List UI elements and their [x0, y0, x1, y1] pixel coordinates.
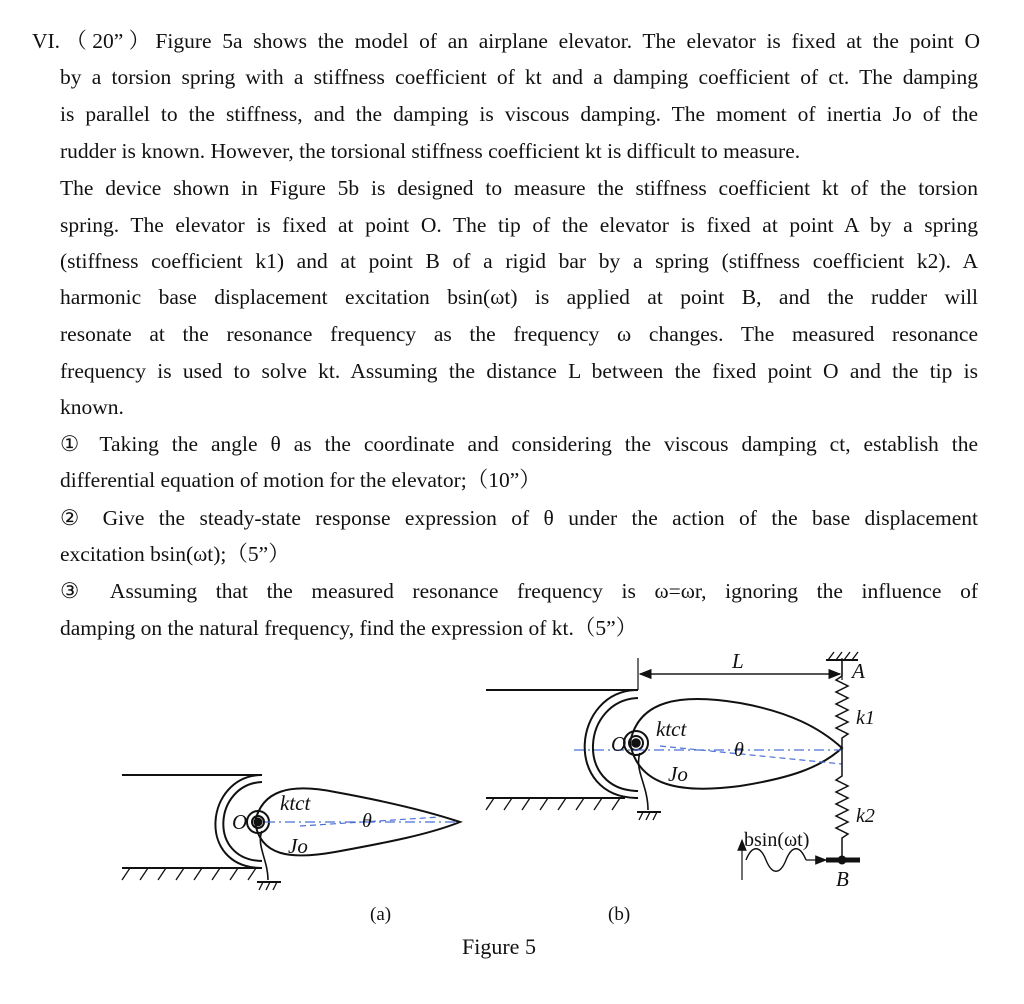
label-A: A: [852, 659, 865, 683]
label-k1: k1: [856, 707, 875, 729]
label-Jo-b: Jo: [668, 762, 688, 786]
problem-line: (stiffness coefficient k1) and at point B of a rigid bar by a spring (stiffness coefficient k2). A: [60, 249, 978, 273]
problem-line: The device shown in Figure 5b is designed to measure the stiffness coefficient kt of the torsion: [60, 176, 978, 200]
question-3-cont: damping on the natural frequency, find the expression of kt.（5”）: [60, 616, 638, 640]
spring-k2: [836, 760, 848, 858]
question-1: ① Taking the angle θ as the coordinate and considering the viscous damping ct, establish the: [60, 432, 978, 456]
problem-line: known.: [60, 395, 124, 419]
problem-line: rudder is known. However, the torsional stiffness coefficient kt is difficult to measure.: [60, 139, 801, 163]
spring-anchor-b: [639, 753, 648, 810]
ground-hatch-b: [486, 798, 620, 810]
question-2: ② Give the steady-state response expression of θ under the action of the base displacement: [60, 506, 978, 530]
problem-line: frequency is used to solve kt. Assuming the distance L between the fixed point O and the tip is: [60, 359, 978, 383]
question-3: ③ Assuming that the measured resonance frequency is ω=ωr, ignoring the influence of: [60, 579, 978, 603]
problem-line: resonate at the resonance frequency as the frequency ω changes. The measured resonance: [60, 322, 978, 346]
subcaption-a: (a): [370, 904, 392, 925]
label-theta-b: θ: [734, 739, 744, 761]
problem-line: harmonic base displacement excitation bsin(ωt) is applied at point B, and the rudder will: [60, 285, 978, 309]
pivot-b: [632, 739, 640, 747]
label-B: B: [836, 867, 849, 891]
problem-line: spring. The elevator is fixed at point O. The tip of the elevator is fixed at point A by a spring: [60, 213, 978, 237]
label-k2: k2: [856, 805, 875, 827]
problem-line: VI.（20”）Figure 5a shows the model of an airplane elevator. The elevator is fixed at the point O: [32, 29, 980, 53]
problem-line: is parallel to the stiffness, and the damping is viscous damping. The moment of inertia Jo of the: [60, 102, 978, 126]
problem-line: by a torsion spring with a stiffness coefficient of kt and a damping coefficient of ct. The damping: [60, 65, 978, 89]
figure-caption: Figure 5: [462, 934, 536, 959]
pivot-a: [255, 819, 262, 826]
label-O-b: O: [611, 732, 627, 756]
question-2-cont: excitation bsin(ωt);（5”）: [60, 542, 290, 566]
label-ktct-b: ktct: [656, 717, 687, 741]
subcaption-b: (b): [608, 904, 631, 925]
question-1-cont: differential equation of motion for the elevator;（10”）: [60, 468, 541, 492]
label-theta-a: θ: [362, 810, 372, 832]
ground-hatch-a: [122, 868, 256, 880]
label-Jo-a: Jo: [288, 834, 308, 858]
label-O-a: O: [232, 810, 248, 834]
label-L: L: [732, 649, 744, 673]
excitation-wave: [746, 849, 806, 872]
label-excitation: bsin(ωt): [744, 829, 810, 851]
label-ktct-a: ktct: [280, 791, 311, 815]
